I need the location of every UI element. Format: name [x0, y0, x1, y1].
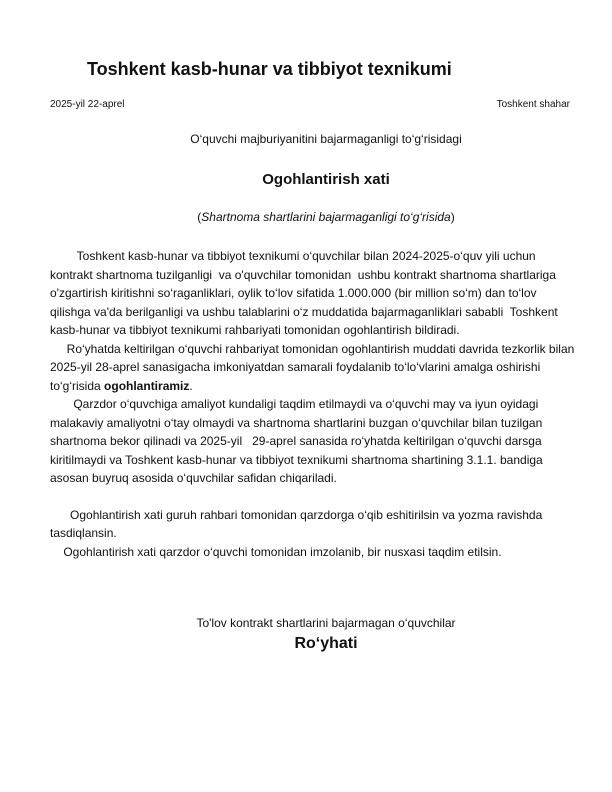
- list-caption: To'lov kontrakt shartlarini bajarmagan o‘quvchilar: [196, 616, 456, 630]
- document-title: Ogohlantirish xati: [262, 171, 390, 188]
- paragraph-deadline-text: Ro‘yhatda keltirilgan o‘quvchi rahbariyat tomonidan ogohlantirish muddati davrida tezkorlik bilan 2025-yil 28-aprel sanasigacha imkoniyatdan samarali foydalanib to‘lo‘vlarini amalga oshirishi to‘g‘risida: [50, 341, 578, 393]
- paragraph-consequences: Qarzdor o‘quvchiga amaliyot kundaligi taqdim etilmaydi va o‘quvchi may va iyun oyidagi malakaviy amaliyotni o‘tay olmaydi va shartnoma shartlarini buzgan o‘quvchilar bilan tuzilgan shartnoma bekor qilinadi va 2025-yil 29-aprel sanasida ro‘yhatda keltirilgan o‘quvchi darsga kiritilmaydi va Toshkent kasb-hunar va tibbiyot texnikumi shartnoma shartining 3.1.1. bandiga asosan buyruq asosida o‘quvchilar safidan chiqariladi.: [50, 397, 547, 485]
- letter-body: [50, 247, 578, 561]
- paragraph-instruction-group-leader: Ogohlantirish xati guruh rahbari tomonidan qarzdorga o‘qib eshitirilsin va yozma ravishda tasdiqlansin.: [50, 507, 546, 540]
- paragraph-gap: [50, 488, 578, 506]
- paragraph-notice: Toshkent kasb-hunar va tibbiyot texnikumi o‘quvchilar bilan 2024-2025-o‘quv yili uchun kontrakt shartnoma tuzilganligi va o'quvchilar tomonidan ushbu kontrakt shartnoma shartlariga o'zgartirish kiritishni so‘raganliklari, oylik to‘lov sifatida 1.000.000 (bir million so‘m) dan to‘lov qilishga va'da berilganligi va ushbu talablarini o‘z muddatida bajarmaganliklari sababli Toshkent kasb-hunar va tibbiyot texnikumi rahbariyati tomonidan ogohlantirish bildiradi.: [50, 249, 562, 337]
- institution-title: Toshkent kasb-hunar va tibbiyot texnikumi: [87, 59, 452, 79]
- paragraph-deadline: [50, 340, 578, 396]
- paragraph-instruction-signature: Ogohlantirish xati qarzdor o‘quvchi tomonidan imzolanib, bir nusxasi taqdim etilsin.: [50, 544, 502, 559]
- document-date: 2025-yil 22-aprel: [50, 99, 125, 110]
- document-city: Toshkent shahar: [496, 99, 570, 110]
- paragraph-deadline-emphasis: ogohlantiramiz: [104, 378, 190, 393]
- subtitle-open-paren: (: [197, 210, 202, 224]
- list-title: Ro‘yhati: [294, 635, 358, 652]
- paragraph-deadline-end: .: [189, 378, 193, 393]
- subtitle-close-paren: ): [450, 210, 455, 224]
- document-subtitle: [0, 210, 612, 224]
- subject-line: O‘quvchi majburiyanitini bajarmaganligi to‘g‘risidagi: [190, 132, 462, 146]
- subtitle-text: Shartnoma shartlarini bajarmaganligi to‘g‘risida: [201, 210, 451, 224]
